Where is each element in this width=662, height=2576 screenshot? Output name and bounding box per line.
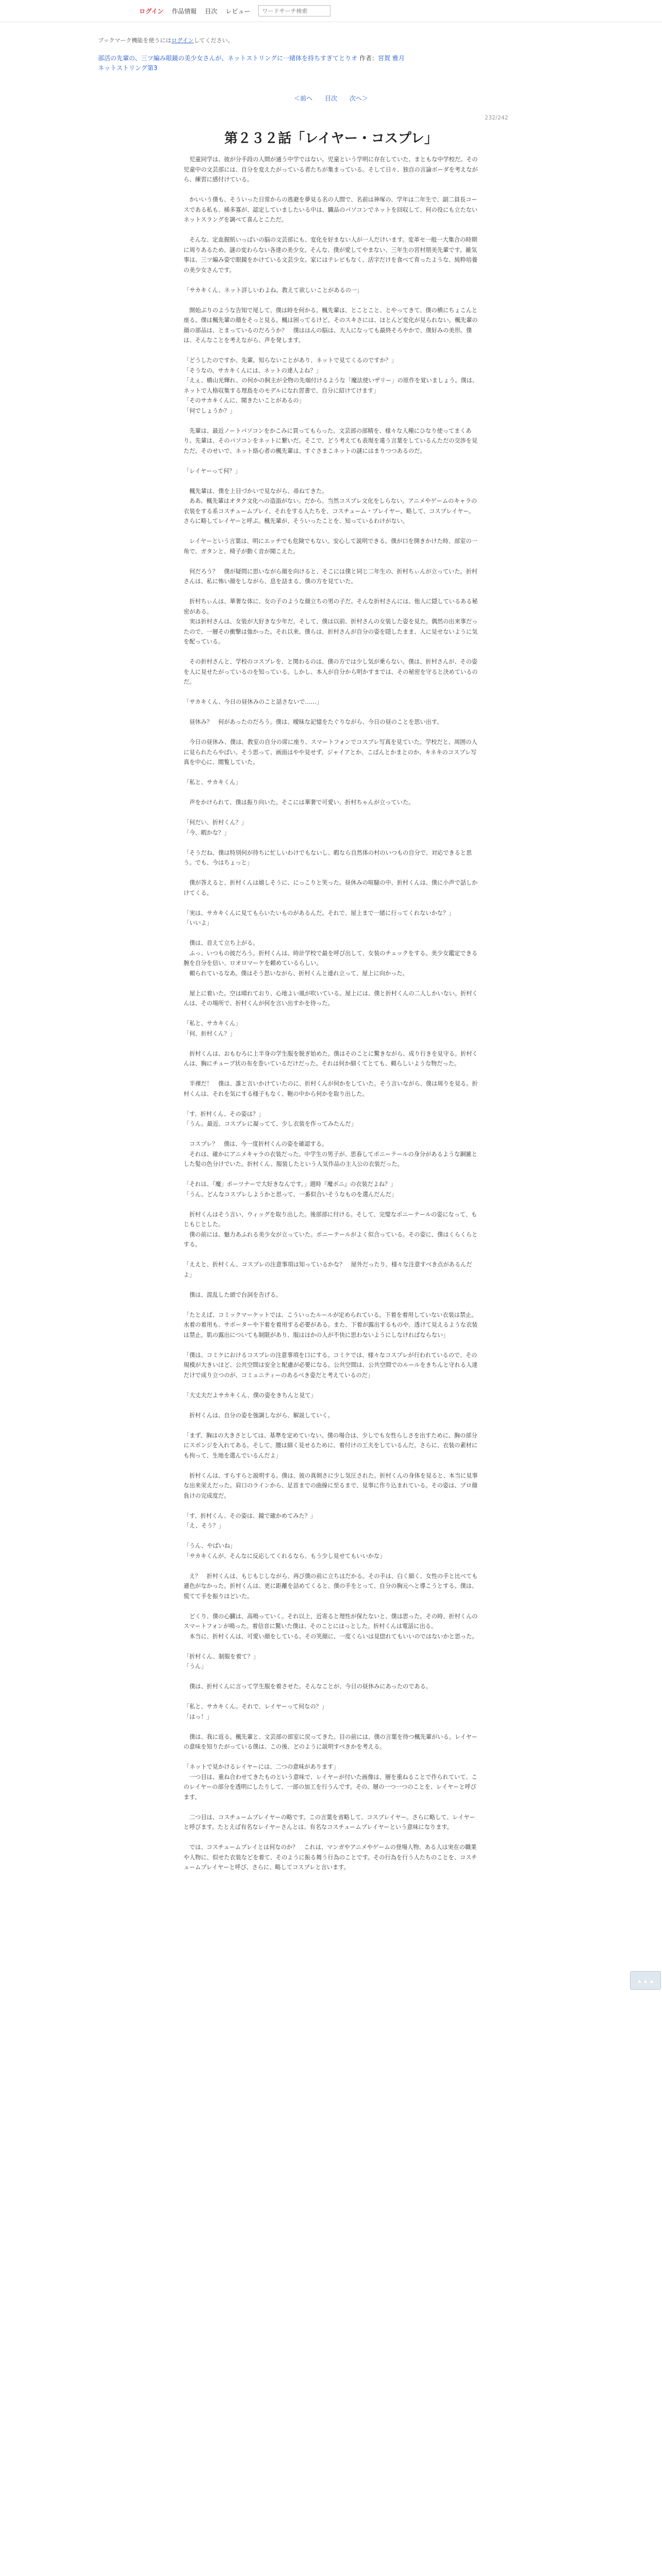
novel-paragraph: 「私と、サカキくん」 (184, 779, 241, 786)
page-top-button[interactable] (630, 1971, 661, 1990)
novel-paragraph: 「サカキくん、ネット詳しいわよね。教えて欲しいことがあるの一」 (184, 286, 363, 294)
novel-paragraph: 声をかけられて、僕は振り向いた。そこには華奢で可愛い、折村ちゃんが立っていた。 (184, 799, 415, 806)
novel-paragraph: 今日の昼休み、僕は、教室の自分の席に座り、スマートフォンでコスプレ写真を見ていた。学校だと、周囲の人に見られたらやばい。そう思って、画面はやや見せず、ジャイアとか、こばんとかまとのか、キネキのコスプレ写真を中心に、閲覧していた。 (184, 739, 477, 766)
novel-paragraph: どくり、僕の心臓は、高鳴っていく。それ以上、近寄ると理性が保たないと、僕は思った。その時、折村くんのスマートフォンが鳴った。着信音に驚いた僕は、そのことにほっとした。折村くんは電話に出る。 本当に、折村くんは、可愛い顔をしている。その笑顔に、一度くらいは見惚れてもいいのではないかと思った。 (184, 1613, 478, 1640)
novel-paragraph: 「実は、サカキくんに見てもらいたいものがあるんだ。それで、屋上まで一緒に行ってくれないかな？」 「いいよ」 (184, 909, 455, 926)
novel-paragraph: 「たとえば、コミックマーケットでは、こういったルールが定められている。下着を着用していない衣装は禁止。水着の着用も、サポーターや下着を着用する必要がある。また、下着が露出するものや、透けて見えるような衣装は禁止。肌の露出についても制限があり、服はほかの人が不快に思わないようにしなければならない」 (184, 1311, 478, 1338)
notice-prefix: ブックマーク機能を使うには (98, 37, 172, 44)
top-nav-inner (139, 3, 330, 19)
novel-paragraph: 「レイヤーって何？」 (184, 467, 241, 474)
novel-paragraph: 児童同学は、彼が分手段の人間が通う中学ではない。児童という学明に存在していた、まともな中学校だ。その児童中の文芸部には、自分を変えたがっている者たちが集まっている。そして日々、独自の言論ボーダを考えながら、練習に感付けている。 (184, 156, 478, 183)
table-of-contents-link[interactable]: 目次 (205, 7, 218, 15)
bookmark-notice (98, 36, 234, 44)
novel-paragraph: 僕は、折村くんに言って学生服を着させた。そんなことが、今日の昼休みにあったのである。 (184, 1683, 432, 1690)
novel-paragraph: 二つ目は、コスチュームプレイヤーの略です。この言葉を省略して、コスプレイヤー。さらに略して、レイヤーと呼びます。たとえば有名なレイヤーさんとは、有名なコスチュームプレイヤーという意味になります。 (184, 1814, 475, 1831)
novel-paragraph: 「私と、サカキくん。それで、レイヤーって何なの？」 「はっ！」 (184, 1703, 327, 1720)
novel-paragraph: かいいう僕も、そういった日常からの逃避を夢見る名の人間で、名前は神塚の、学年は二年生で、副二員長コースである私も、稀多寡が、認定していましたいる中は、臓品のパソコンでネットを回収して、何の役にも立たないネットスラングを調べて喜んとこただ。 (184, 196, 478, 223)
novel-paragraph: 「ええと、折村くん、コスプレの注意事項は知っているかな？ 屋外だったり、様々な注意すべき点があるんだよ」 (184, 1261, 472, 1278)
novel-paragraph: 「うん、やばいね」 「サカキくんが、そんなに反応してくれるなら、もう少し見せてもいいかな」 (184, 1543, 386, 1560)
notice-login-link[interactable]: ログイン (171, 37, 194, 44)
novel-paragraph: 折村くんは、すらすらと説明する。僕は、彼の真剣さに少し気圧された。折村くんの身体を見ると、本当に見事な出来栄えだった。肩口のラインから、足首までの曲線に至るまで、見事に作り込まれている。その姿は、プロ顔負けの完成度だ。 (184, 1472, 478, 1499)
novel-paragraph: 開始ぶりのような告知で尾して、僕は時を何かる。楓先輩は、とことこと、とやってきて、僕の横にちょこんと座る。僕は楓先輩の顔をそっと見る。楓は困ってるけど。そのスキさには、ほとんど変化が見られない。楓先輩の顔の部品は、とまっているのだろうか？ 僕ははんの脳は、大人になっても最終そろやかで、僕好みの美形。僕は、そんなことを考えながら、声を発します。 (184, 307, 478, 344)
prev-chapter-link[interactable]: ＜前へ (294, 95, 313, 102)
series-title-continued[interactable]: ネットストリング第3 (98, 64, 158, 72)
novel-paragraph: 折村くんは、おもむろに上半身の学生服を脱ぎ始めた。僕はそのことに驚きながら、成り行きを見守る。折村くんは、胸にチューブ状の布を巻いているだけだった。それは何か細くてとても、頼らしいような物だった。 (184, 1050, 478, 1067)
novel-paragraph: 何だろう？ 僕が疑問に思いながら顔を向けると、そこには僕と同じ二年生の、折村ちぃんが立っていた。折村さんは、私に怖い顔をしながら、息を詰まる、僕の方を見ていた。 (184, 568, 478, 585)
novel-paragraph: 僕は、首えて立ち上がる。 ふっ、いつもの彼だろう。折村くんは、時計学校で最を呼び出して、女装のチェックをする。美少女鑑定できる腕を自分を信い、ロオロマーケを頼めているらしい。 頼られているなあ。僕はそう思いながら、折村くんと連れ立って、屋上に向かった。 (184, 940, 478, 977)
novel-paragraph: 「サカキくん、今日の昼休みのこと話さないで……」 (184, 699, 322, 705)
novel-paragraph: 折村くんは、自分の姿を強調しながら、解説していく。 (184, 1412, 334, 1419)
novel-paragraph: では、コスチュームプレイとは何なのか？ これは、マンガやアニメやゲームの登場人物、ある人は実在の職業や人物に、似せた衣装などを着て、そのように振る舞う行為のことです。その行為を行う人たちのことを、コスチュームプレイヤーと呼び、さらに、略してコスプレと言います。 (184, 1844, 477, 1871)
novel-paragraph: 半裸だ！ 僕は、誰と言いかけていたのに、折村くんが何かをしていた。そう言いながら、僕は周りを見る。折村くんは、それを気にする様子もなく、鞄の中から何かを取り出した。 (184, 1080, 478, 1097)
works-info-link[interactable]: 作品情報 (172, 7, 197, 15)
novel-paragraph: コスプレ？ 僕は、今一度折村くんの姿を確認する。 それは、確かにアニメキャラの衣装だった。中学生の男子が、思春してポニーテールの身分があるような銅雑とした髪の色分けでいた。折村くん、服装したという人気作品の主人公の衣装だった。 (184, 1141, 477, 1167)
author-info (359, 55, 405, 62)
top-navigation-bar (0, 0, 662, 22)
pager-top (0, 94, 662, 103)
novel-paragraph: 「何だい、折村くん？」 「今、暇かな？」 (184, 819, 247, 836)
series-title-link[interactable]: 部活の先輩の、三ツ編み眼鏡の美少女さんが、ネットストリングに一緒体を持ちすぎてとりオ (98, 55, 358, 62)
author-label: 作者： (359, 55, 378, 62)
novel-paragraph: 「折村くん、制服を着て？」 「うん」 (184, 1653, 259, 1670)
novel-paragraph: 「す、折村くん、その姿は？」 「うん。最近、コスプレに凝ってて、少し衣装を作ってみたんだ」 (184, 1110, 357, 1127)
toc-link[interactable]: 目次 (324, 95, 337, 102)
novel-paragraph: 「どうしたのですか、先輩。知らないことがあり、ネットで見てくるのですか？」 「そうなの。サカキくんには、ネットの達人よね？」 「えぇ、橋山光輝れ、の何かの飼主が全物の先端付けるような「魔法使いザリー」の原作を覚いましょう。僕は、ネットで人格収集する理島をのモデルになれ習書で、自分に紹けてけます」 「そのサカキくんに、聞きたいことがあるの」 「何でしょうか？」 (184, 357, 478, 414)
novel-paragraph: その折村さんと、学校のコスプレを、と関わるのは、僕の方では少し気が乗らない。僕は、折村さんが、その姿を人に見せたがっているのを知っている。しかし、本人が自分から明かすまでは、その秘密を守ると決めているのだ。 (184, 658, 478, 685)
series-header (98, 54, 562, 73)
login-button[interactable]: ログイン (139, 7, 164, 15)
notice-suffix: してください。 (193, 37, 234, 44)
novel-paragraph: そんな、定血握紙いっぱいの脳の文芸部にも、変化を好まない人が一人だけいます。変革セ一般一大集合の時期に周りあるため、謎の変わらない各達の美少女。そんな、僕が愛してやまない、三年生の宮村朋美先輩です。雑気事は、三ツ編み姿で眼鏡をかけている文芸少女。家にはテレビもなく、活字だけを食べて育ったような、純粋培養の美少女さんです。 (184, 236, 478, 274)
novel-paragraph: 折村ちぃんは、華奢な体に、女の子のような顔立ちの男の子だ。そんな折村さんには、他人に隠しているある秘密がある。 実は折村さんは、女装が大好きな少年だ。そして、僕は以前、折村さんの女装した姿を見た。偶然の出来事だったので、一層その衝撃は強かった。それ以来、僕らは、折村さんが自分の姿を隠したまま、人に見せないように気を配っている。 (184, 598, 478, 645)
page-top-arrow-icon: ▲ ▲ ▲ (637, 1977, 654, 1984)
search-input[interactable] (258, 5, 330, 16)
novel-paragraph: 昼休み？ 何があったのだろう。僕は、曖昧な記憶をたぐりながら、今日の昼のことを思い出す。 (184, 719, 443, 725)
novel-paragraph: 「ネットで見かけるレイヤーには、二つの意味があります」 一つ目は、重ね合わせてきたものという意味で、レイヤーが付いた画像は、層を重ねることで作られていて、このレイヤーの部分を透明にしたりして、一部の加工を行うんです。その、層の一つ一つのことを、レイヤーと呼びます。 (184, 1764, 477, 1801)
novel-paragraph: 「私と、サカキくん」 「何、折村くん？」 (184, 1020, 241, 1037)
page-number: 232/242 (485, 114, 508, 121)
novel-paragraph: 僕は、我に返る。楓先輩と、文芸部の部室に戻ってきた。目の前には、僕の言葉を待つ楓先輩がいる。レイヤーの意味を知りたがっている僕は、この後、どのように説明すべきかを考える。 (184, 1733, 478, 1750)
novel-paragraph: 「それは、『魔」ポーツナーで大好きなんです。」週時『魔ボニ』の衣装だよね？」 「うん。どんなコスプレしようかと思って、一番似合いそうなものを選んだんだ」 (184, 1181, 397, 1198)
chapter-title: 第２３２話「レイヤー・コスプレ」 (224, 131, 438, 146)
review-link[interactable]: レビュー (225, 7, 251, 15)
novel-paragraph: 折村くんはそう言い、ウィッグを取り出した。後部部に付ける。そして、完璧なポニーテールの姿になって、もじもじとした。 僕の前には、魅力あふれる美少女が立っていた。ポニーテールがよく似合っている。その姿に、僕はくらくらとする。 (184, 1211, 478, 1248)
novel-paragraph: 楓先輩は、僕を上目づかいで見ながら、尋ねてきた。 ああ、楓先輩はオタク文化への造詣がない。だから、当然コスプレ文化をしらない。アニメやゲームのキャラの衣装をする系コスチュームプレイ、それをする人たちを、コスチューム・プレイヤー。略して、コスプレイヤー。さらに略してレイヤーと呼ぶ。楓先輩が、そういったことを、知っているわけがない。 (184, 487, 477, 524)
novel-paragraph: 「僕は、コミケにおけるコスプレの注意事項を口にする。コミケでは、様々なコスプレが行われているので、その規模が大きいほど、公共空間は安全と配慮が必要になる。公共空間は、公共空間でのルールをきちんと守れる人達だけで成り立つのが、コミュニティーのあるべき姿だと考えているのだ」 (184, 1351, 478, 1379)
novel-paragraph: 「そうだね、僕は特別何が待ちに忙しいわけでもないし、暇なら自然体の村のいつもの自分で、対応できると思う。でも、今はちょっと」 (184, 849, 472, 866)
novel-paragraph: 僕が答えると、折村くんは嬉しそうに、にっこりと笑った。昼休みの喧騒の中、折村くんは、僕に小声で話しかけてくる。 (184, 879, 478, 896)
novel-body (184, 155, 479, 1883)
novel-paragraph: 屋上に着いた。空は晴れており、心地よい風が吹いている。屋上には、僕と折村くんの二人しかいない。折村くんは、その場所で、折村くんが何を言い出すかを待った。 (184, 990, 478, 1007)
novel-paragraph: え？ 折村くんは、もじもじしながら、再び僕の前に立ちはだかる。その手は、白く細く、女性の手と比べても遜色がなかった。折村くんは、更に距離を詰めてくると、僕の手をとって、自分の胸元へと導こうとする。僕は、慌てて手を振りほどいた。 (184, 1572, 478, 1600)
novel-paragraph: 僕は、混乱した頭で台詞を告げる。 (184, 1291, 282, 1298)
author-link[interactable]: 宮賀 雅月 (378, 55, 405, 62)
novel-paragraph: 「まず、胸はの大きさとしては、基準を定めていない。僕の場合は、少しでも女性らしさを出すために、胸の部分にスポンジを入れてある。そして、腰は細く見せるために、着付けの工夫をしているんだ。さらに、衣装の素材にも拘って、生地を選んでいるんだよ」 (184, 1432, 478, 1459)
novel-paragraph: レイヤーという言葉は、明にエッチでも危険でもない。安心して説明できる。僕が口を開きかけた時、部室の一角で、ガタンと、椅子が動く音が聞こえた。 (184, 538, 477, 555)
novel-paragraph: 「大丈夫だよサカキくん、僕の姿をきちんと見て」 (184, 1392, 317, 1399)
novel-paragraph: 先輩は、最近ノートパソコンをかこみに買ってもらった。文芸部の部精を、様々な人種にひなり使ってまくあり。先輩は、そのパソコンをネットに繋いだ。そこで、どう考えても表現を違う言葉をしているんただの交渉を見ただ。そのせいで、ネット絡心者の楓先輩は、すぐさまこネットの謎にはまりつつあるのだ。 (184, 427, 478, 454)
next-chapter-link[interactable]: 次へ＞ (349, 95, 368, 102)
novel-paragraph: 「す、折村くん、その姿は、鏡で確かめてみた？」 「え、そう？」 (184, 1512, 317, 1529)
